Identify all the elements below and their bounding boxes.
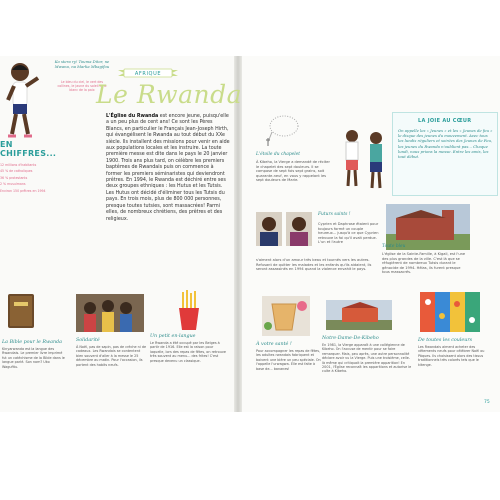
list-item: Environ 150 prêtres en 1994 [0,188,46,193]
intro-body: est encore jeune, puisqu'elle a un peu plus de cent ans! Ce sont les Pères Blancs, en particulier le Français Jean-Joseph Hirth, qui évangélisent le Rwanda au tout début du XXe siècle. Ils installent des missions pour venir en aide aux populations locales et les instruire. La toute première messe est dite dans le pays le 20 janvier 1900. Trois ans plus tard, on célèbre les premiers baptêmes de Rwandais puis on commence à former les premiers séminaristes qui deviendront prêtres. En 1994, le Rwanda est déchiré entre ses deux groupes ethniques : les Hutus et les Tutsis. Les Hutus ont décidé d'éliminer tous les Tutsis du pays. En trois mois, plus de 800 000 personnes, presque toutes tutsies, sont massacrées! Parmi elles, de nombreux chrétiens, des prêtres et des religieux. [106,114,230,222]
list-item: 45 % de catholiques [0,169,33,174]
intro-lead: L'Église du Rwanda [106,114,159,119]
solidarity-photo [76,294,144,332]
quote-text: Ko stera ry! Touma Ditor, ne Mwana, na Marka Mbagifou [54,59,110,69]
card-title: Un petit en-langue [150,334,196,339]
drink-card [256,342,322,371]
joie-title: LA JOIE AU CŒUR [418,118,472,124]
futurs-continued: s'aiment alors d'un amour très beau et tournés vers les autres. Refusant de quitter les malades et les enfants qu'ils aidaient, ils seront assassinés en 1994 quand la violence envahit le pays. [256,258,372,272]
toute-title: Toute bleu [382,244,406,249]
kibeho-card [322,336,412,374]
solidarity-card [76,338,148,367]
bible-card [2,340,66,369]
rosary-illustration [262,110,302,150]
fries-card [150,334,228,363]
chiffres-box [0,140,56,194]
card-title: Notre-Dame-De-Kibeho [322,336,379,341]
card-text: En 1981, la Vierge apparaît à une collégienne de Kibeho. On l'accuse de mentir pour se faire remarquer. Mais, peu après, une autre personnalité déclare avoir vu la Vierge. Puis une troisième, celle-là même qui critiquait la première apparition! En 2001, l'Église reconnaît les apparitions et autorise le culte à Kibeho. [322,343,412,374]
toute-text: L'église de la Sainte-Famille, à Kigali, est l'une des plus grandes de la ville. C'est là que se réfugièrent de nombreux Tutsis durant le génocide de 1994. Hélas, ils furent presque tous massacrés. [382,252,466,275]
joie-text: On appelle les « Jeunes » et les « Jeunes de feu » le disque des jeunes du mouvement. Avec tous les lundis réguliers et soirées des Jeunes de Feu, les jeunes du Rwanda n'oublient pas... Chaque lundi, nous prions la messe. Entre les amis, les tout début. [398,128,493,160]
chiffres-title: EN CHIFFRES... [0,140,57,158]
drink-photo [262,296,310,336]
intro-paragraph [106,114,230,223]
left-cards-row [0,238,236,369]
list-item: 36 % protestants [0,175,28,180]
list-item: 12 millions d'habitants [0,163,37,167]
card-text: Kinyarwanda est la langue des Rwandais. Le premier livre imprimé fut un catéchisme de la Bible dans le langue parlé. Son nom? Uko Wagufitu. [2,347,65,369]
quote-subtext: Le bleu du ciel, le vert des collines, le jaune du soleil et le blanc de la paix [57,80,107,92]
card-text: Les Rwandais aiment acheter des vêtements neufs pour célébrer Noël ou Pâques. Ils choisissent alors des tissus traditionnels très colorés tels que le kitenge. [418,345,485,367]
card-title: À votre santé ! [256,342,292,347]
card-title: Solidarité [76,338,100,343]
fabric-photo [420,292,480,332]
card-text: À Noël, pas de sapin, pas de crèche ni de cadeaux. Les Rwandais se contentent bien souvent d'aller à la messe le 25 décembre au matin. Pour l'occasion, ils portent des habits neufs. [76,345,147,367]
kibeho-photo [326,300,392,330]
card-title: De toutes les couleurs [418,338,473,343]
futurs-title: Futurs saints ! [318,212,351,217]
bible-image [6,292,36,330]
page-title: Le Rwanda [96,80,242,109]
list-item: 2 % musulmans [0,182,26,187]
card-text: Le Rwanda a été occupé par les Belges à partir de 1916. Elle est la raison pour laquelle, lors des repas de fêtes, on retrouve très souvent au menu... des frites! C'est presque devenu un classique. [150,341,226,363]
fabric-card [418,338,492,367]
card-title: La Bible pour le Rwanda [2,340,62,345]
children-illustration [336,124,394,196]
card-text: Pour accompagner les repas de fêtes, les adultes rwandais fabriquent et boivent une bière un peu spéciale. On l'appelle l'urwagwa. Elle est faite à base de... bananes! [256,349,321,371]
ribbon-label: AFRIQUE [134,71,162,77]
page-number: 75 [484,400,490,405]
fries-image [174,290,204,332]
book-gutter [234,56,242,412]
chapelet-title: L'étoile du chapelet [256,152,301,157]
chiffres-list [0,162,56,194]
futurs-text: Cyprien et Daphrose étaient pour toujours formé un couple heureux... jusqu'à ce que Cyprien retrouve la foi qu'il avait perdue. L'un et l'autre [318,222,379,245]
ribbon-banner [118,68,178,78]
chapelet-text: À Kibeho, la Vierge a demandé de réciter le chapelet des sept douleurs. Il se compose de sept fois sept grains, soit quarante-neuf, en vous y rappelant les sept douleurs de Marie. [256,160,330,183]
couple-portraits [256,212,312,246]
